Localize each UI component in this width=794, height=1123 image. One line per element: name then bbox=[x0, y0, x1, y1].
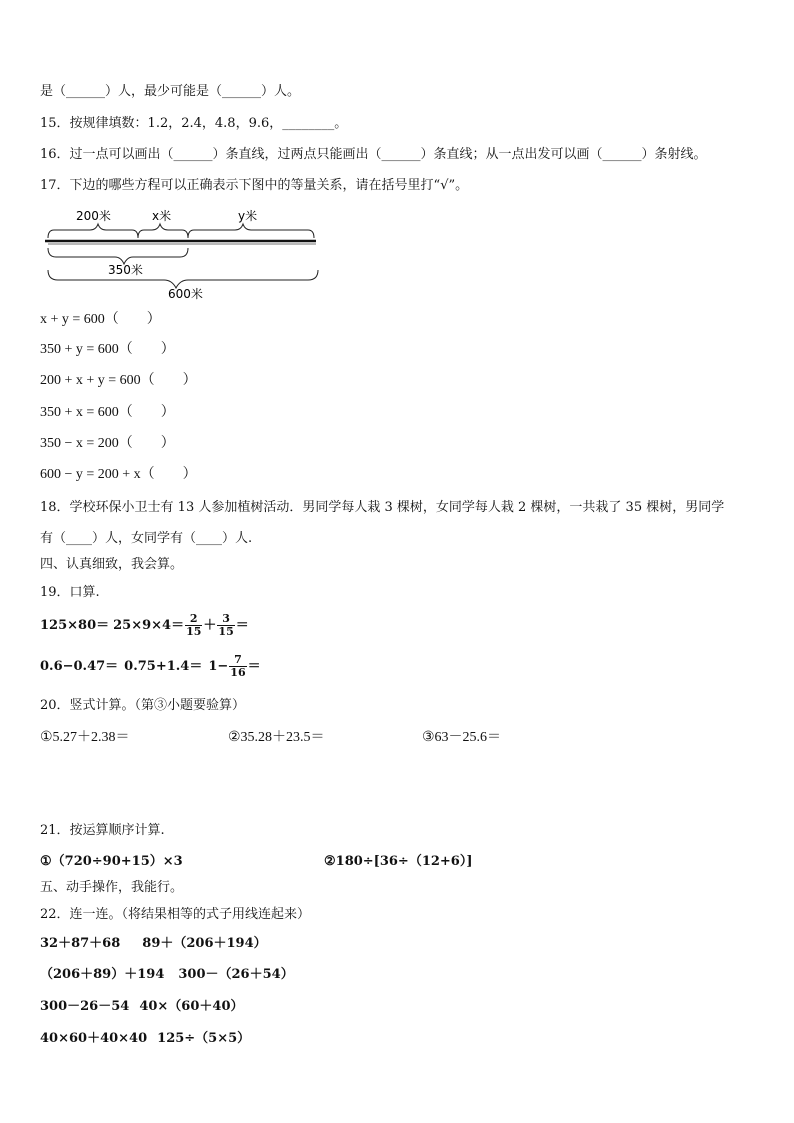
section-5-heading: 五、动手操作，我能行。 bbox=[40, 880, 184, 895]
q22-row-4 bbox=[40, 1030, 250, 1048]
q22-row-3 bbox=[40, 998, 244, 1016]
brace-x bbox=[138, 224, 188, 238]
oral-calc-2: 25×9×4＝ bbox=[113, 618, 185, 633]
q22-right-2: 300－（26＋54） bbox=[178, 967, 294, 982]
q22-right-3: 40×（60＋40） bbox=[139, 999, 244, 1014]
oral-calc-1: 125×80＝ bbox=[40, 618, 110, 633]
q21-item-1: ①（720÷90+15）×3 bbox=[40, 854, 183, 869]
q22-row-1 bbox=[40, 935, 267, 953]
q22-left-4: 40×60＋40×40 bbox=[40, 1031, 148, 1046]
q22-left-2: （206＋89）＋194 bbox=[40, 967, 165, 982]
q15: 15．按规律填数：1.2，2.4，4.8，9.6，________。 bbox=[40, 116, 348, 131]
equation-2: 350 + y = 600（ ） bbox=[40, 342, 175, 357]
q21-item-2: ②180÷[36÷（12+6）] bbox=[324, 854, 473, 869]
label-x: x米 bbox=[152, 209, 172, 223]
fraction-2-15: $\frac{2}{15}$ bbox=[186, 612, 202, 638]
label-350: 350米 bbox=[108, 263, 143, 277]
q22: 22．连一连。（将结果相等的式子用线连起来） bbox=[40, 907, 311, 922]
brace-350 bbox=[48, 248, 188, 264]
q19: 19．口算. bbox=[40, 585, 100, 600]
oral-calc-5: 0.75+1.4＝ bbox=[124, 659, 203, 674]
brace-600 bbox=[48, 270, 318, 288]
q18-line2: 有（____）人，女同学有（____）人. bbox=[40, 531, 253, 546]
q19-row2: 0.6−0.47＝ 0.75+1.4＝ 1− $\frac{7}{16}$ ＝ bbox=[40, 653, 261, 679]
q20-item-1: ①5.27＋2.38＝ bbox=[40, 730, 130, 745]
fraction-7-16: $\frac{7}{16}$ bbox=[230, 653, 246, 679]
q22-right-4: 125÷（5×5） bbox=[157, 1031, 251, 1046]
q22-left-1: 32＋87＋68 bbox=[40, 936, 121, 951]
q17: 17．下边的哪些方程可以正确表示下图中的等量关系，请在括号里打“√”。 bbox=[40, 178, 469, 193]
brace-200 bbox=[48, 224, 138, 238]
q22-row-2 bbox=[40, 966, 294, 984]
fraction-3-15: $\frac{3}{15}$ bbox=[218, 612, 234, 638]
equation-6: 600 − y = 200 + x（ ） bbox=[40, 467, 197, 482]
equation-5: 350 − x = 200（ ） bbox=[40, 436, 175, 451]
q19-row1: 125×80＝ 25×9×4＝ $\frac{2}{15}$ ＋ $\frac{3}{15}$ ＝ bbox=[40, 612, 249, 638]
q16: 16．过一点可以画出（______）条直线，过两点只能画出（______）条直线；从一点出发可以画（______）条射线。 bbox=[40, 147, 707, 162]
label-200: 200米 bbox=[76, 209, 111, 223]
q20-item-2: ②35.28＋23.5＝ bbox=[228, 730, 325, 745]
q18-line1: 18．学校环保小卫士有 13 人参加植树活动．男同学每人栽 3 棵树，女同学每人栽 2 棵树，一共栽了 35 棵树，男同学 bbox=[40, 500, 725, 515]
q14-tail: 是（______）人，最少可能是（______）人。 bbox=[40, 84, 301, 99]
segment-diagram bbox=[40, 200, 330, 305]
section-4-heading: 四、认真细致，我会算。 bbox=[40, 557, 184, 572]
label-y: y米 bbox=[238, 209, 258, 223]
oral-calc-4: 0.6−0.47＝ bbox=[40, 659, 119, 674]
equation-1: x + y = 600（ ） bbox=[40, 312, 161, 327]
brace-y bbox=[188, 224, 314, 238]
equation-3: 200 + x + y = 600（ ） bbox=[40, 373, 197, 388]
oral-calc-6: 1− bbox=[208, 659, 229, 674]
q20-item-3: ③63－25.6＝ bbox=[422, 730, 502, 745]
q22-left-3: 300－26－54 bbox=[40, 999, 130, 1014]
q21: 21．按运算顺序计算. bbox=[40, 823, 165, 838]
equation-4: 350 + x = 600（ ） bbox=[40, 405, 175, 420]
q22-right-1: 89＋（206＋194） bbox=[142, 936, 267, 951]
q20: 20．竖式计算。（第③小题要验算） bbox=[40, 698, 246, 713]
label-600: 600米 bbox=[168, 287, 203, 301]
